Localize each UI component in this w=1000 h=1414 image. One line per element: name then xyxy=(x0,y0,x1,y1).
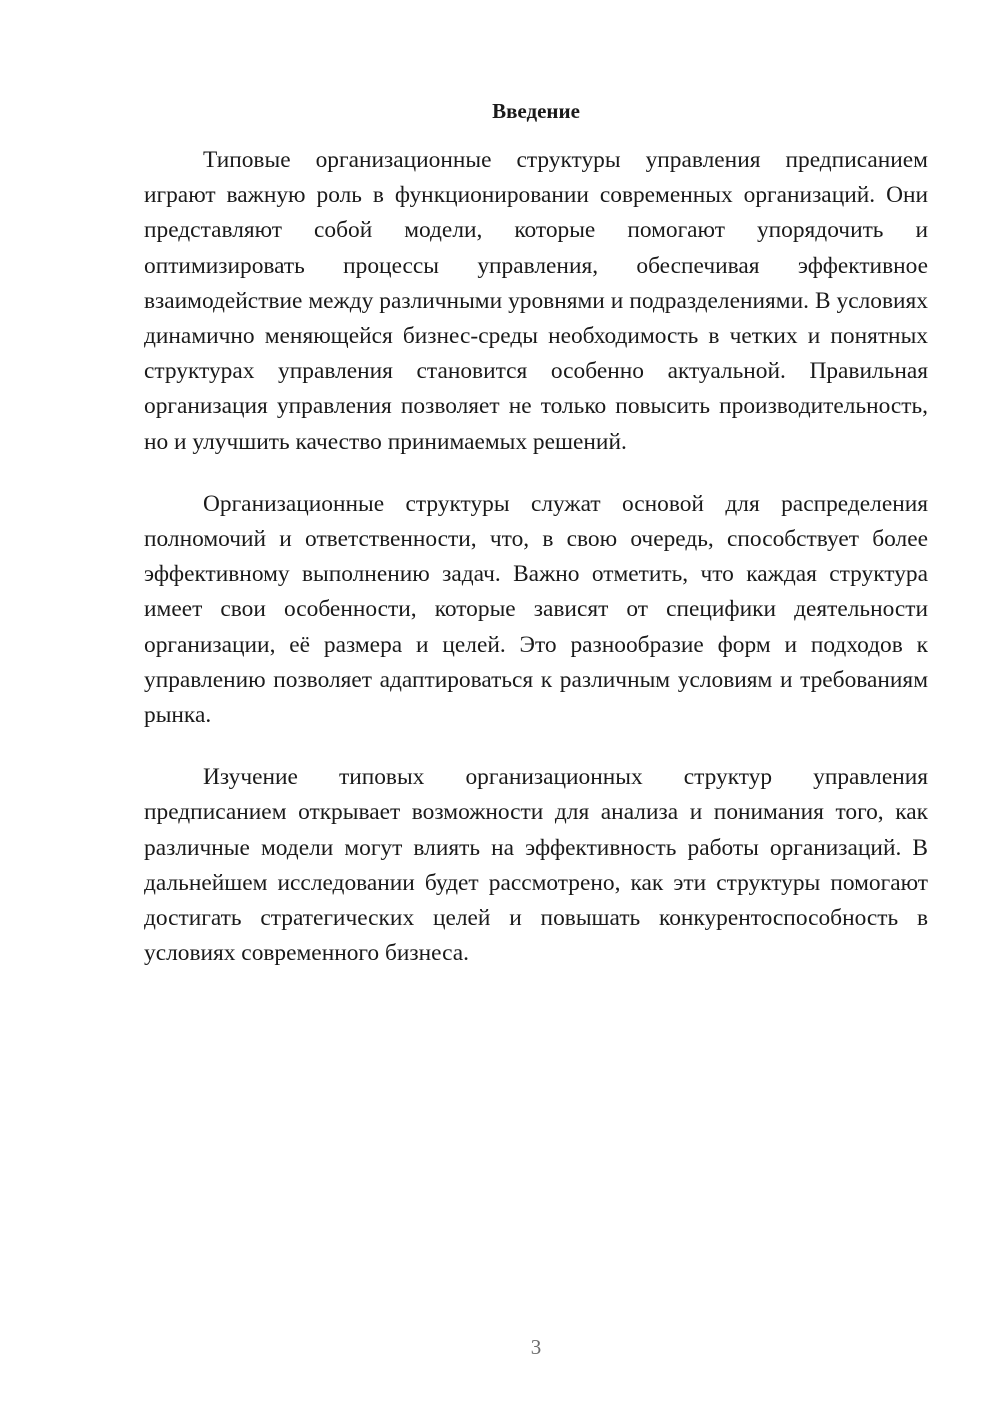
body-text xyxy=(144,143,928,971)
page-number: 3 xyxy=(530,1335,542,1359)
section-heading: Введение xyxy=(492,99,580,123)
paragraph-1: Типовые организационные структуры управления предписанием играют важную роль в функционировании современных организаций. Они представляют собой модели, которые помогают упорядочить и оптимизировать процессы управления, обеспечивая эффективное взаимодействие между различными уровнями и подразделениями. В условиях динамично меняющейся бизнес-среды необходимость в четких и понятных структурах управления становится особенно актуальной. Правильная организация управления позволяет не только повысить производительность, но и улучшить качество принимаемых решений. xyxy=(144,147,928,455)
paragraph-3: Изучение типовых организационных структур управления предписанием открывает возможности для анализа и понимания того, как различные модели могут влиять на эффективность работы организаций. В дальнейшем исследовании будет рассмотрено, как эти структуры помогают достигать стратегических целей и повышать конкурентоспособность в условиях современного бизнеса. xyxy=(144,764,928,967)
paragraph-2: Организационные структуры служат основой для распределения полномочий и ответственности, что, в свою очередь, способствует более эффективному выполнению задач. Важно отметить, что каждая структура имеет свои особенности, которые зависят от специфики деятельности организации, её размера и целей. Это разнообразие форм и подходов к управлению позволяет адаптироваться к различным условиям и требованиям рынка. xyxy=(144,490,928,729)
